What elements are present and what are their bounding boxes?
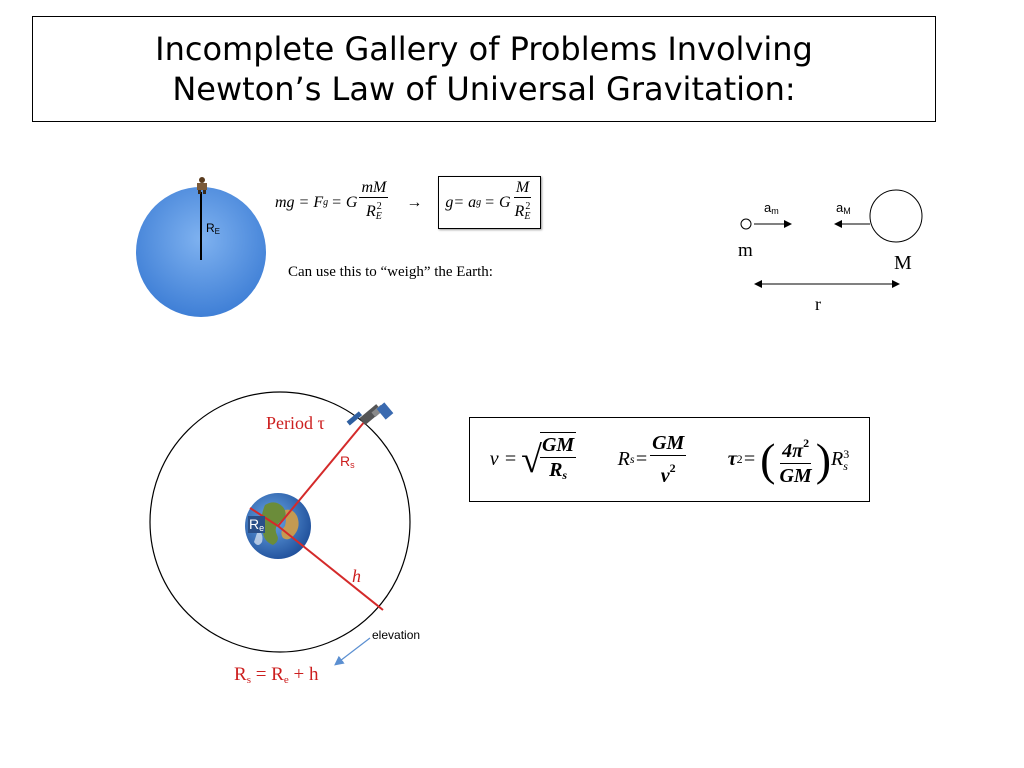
M-label: M — [894, 252, 912, 274]
h-label: h — [352, 566, 361, 586]
title-line-1: Incomplete Gallery of Problems Involving — [155, 30, 813, 68]
right-paren-icon: ) — [815, 433, 832, 485]
rs-label: Rs — [340, 453, 355, 470]
title-box — [32, 16, 936, 122]
small-mass-circle — [741, 219, 751, 229]
earth-radius-label: RE — [206, 221, 221, 236]
radius-relation: Rs = Re + h — [234, 664, 319, 686]
left-paren-icon: ( — [760, 433, 776, 485]
m-label: m — [738, 240, 753, 261]
radius-formula: R s = $\frac{GM}{v^2}$ — [617, 432, 685, 487]
orbit-formulas-box — [469, 417, 870, 502]
am-label: am — [764, 200, 779, 216]
gravity-result-box: g= a g = G $\frac{M}{R^2_E}$ — [438, 176, 541, 229]
velocity-formula: v = √ $\frac{GM}{R_s}$ — [490, 432, 578, 487]
r-label: r — [815, 294, 821, 314]
elevation-label: elevation — [372, 628, 421, 642]
satellite-icon — [347, 402, 394, 425]
weight-equation: mg = F g = G $\frac{mM}{R^2_E}$ → g= a g = G $\frac{M}{R^2_E}$ — [275, 176, 541, 229]
re-label: Re — [249, 516, 265, 533]
aM-label: aM — [836, 200, 851, 216]
implies-arrow: → — [406, 193, 423, 211]
elevation-arrow — [336, 638, 370, 664]
two-body-diagram — [730, 185, 940, 310]
large-mass-circle — [870, 190, 922, 242]
h-line — [278, 526, 383, 610]
title-line-2: Newton’s Law of Universal Gravitation: — [172, 70, 796, 108]
sqrt-symbol-icon: √ — [521, 438, 542, 481]
earth-diagram — [130, 172, 275, 322]
period-formula: τ 2 = ( $\frac{4\pi^2}{GM}$ ) R 3 s — [728, 431, 850, 488]
period-label: Period τ — [266, 413, 325, 433]
weigh-caption: Can use this to “weigh” the Earth: — [288, 264, 493, 280]
